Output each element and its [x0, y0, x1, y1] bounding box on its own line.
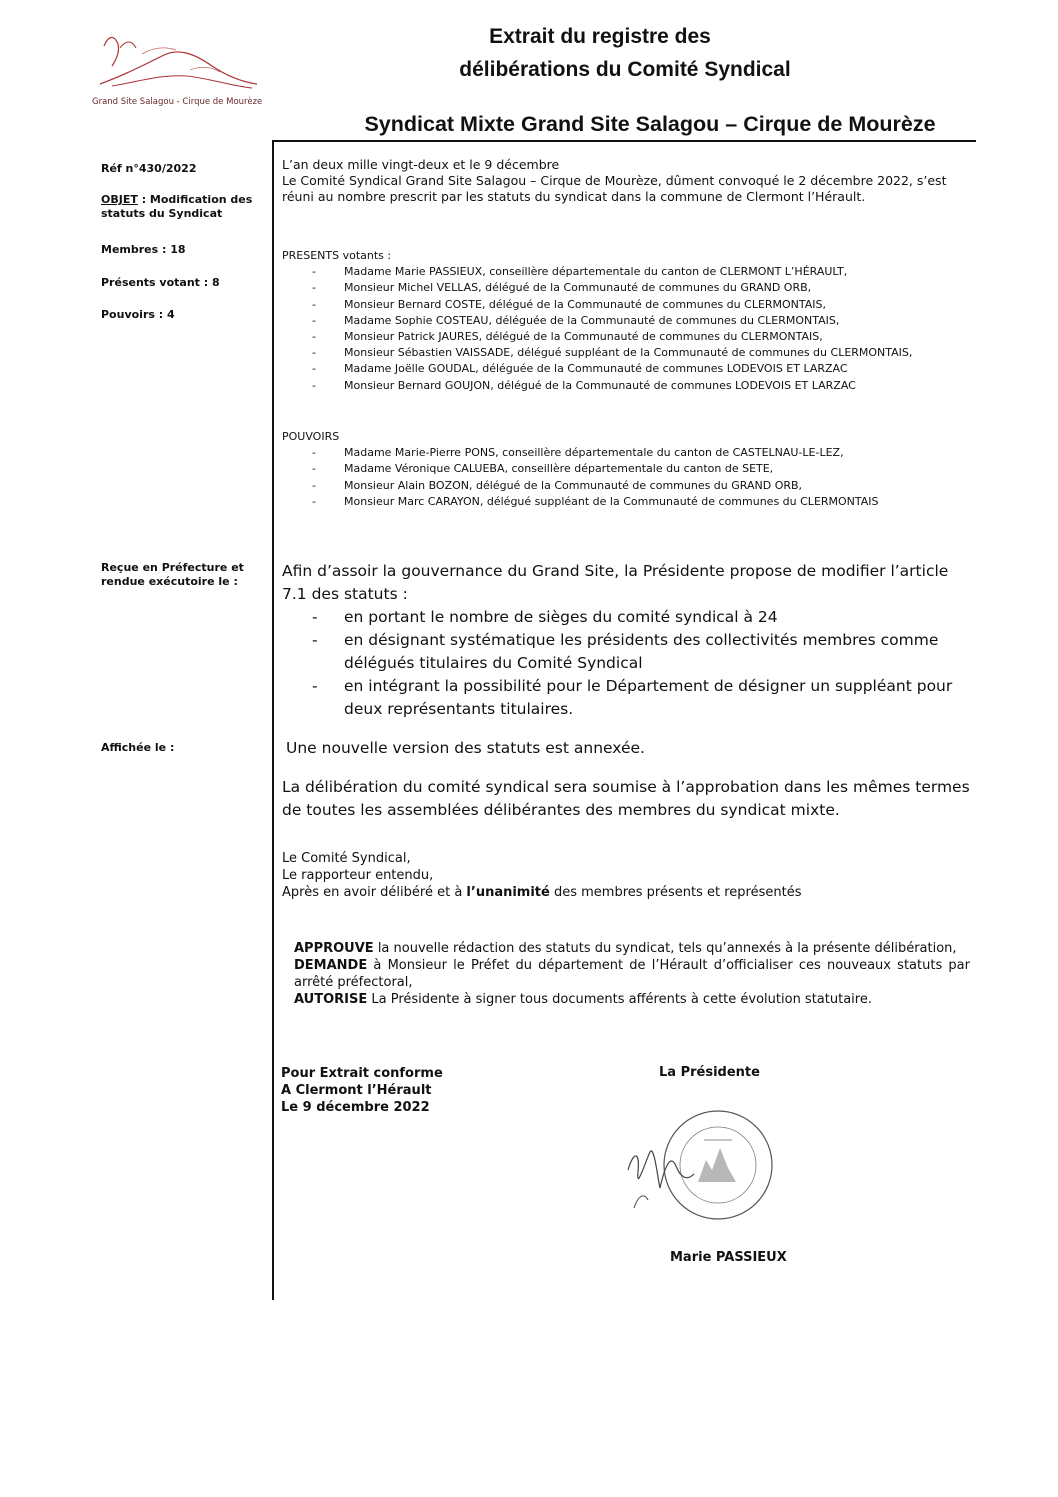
list-item: - Monsieur Michel VELLAS, délégué de la Communauté de communes du GRAND ORB,	[282, 280, 970, 296]
decision-keyword: DEMANDE	[294, 958, 368, 973]
intro-convocation: Le Comité Syndical Grand Site Salagou – Cirque de Mourèze, dûment convoqué le 2 décembre 2022, s’est réuni au nombre prescrit par les statuts du syndicat dans la commune de Clermont l’Hérault.	[282, 173, 947, 204]
decision-keyword: AUTORISE	[294, 992, 368, 1007]
proposal-list	[282, 606, 970, 721]
decision-approuve	[294, 940, 970, 957]
list-item: - Monsieur Marc CARAYON, délégué suppléant de la Communauté de communes du CLERMONTAIS	[282, 494, 970, 510]
decision-text: La Présidente à signer tous documents afférents à cette évolution statutaire.	[367, 992, 872, 1007]
president-title: La Présidente	[659, 1065, 760, 1080]
decision-autorise	[294, 991, 970, 1008]
comite-line-2: Le rapporteur entendu,	[282, 868, 434, 883]
decision-text: la nouvelle rédaction des statuts du syndicat, tels qu’annexés à la présente délibération,	[373, 941, 957, 956]
pouvoirs-section	[282, 429, 970, 510]
pouvoirs-count: Pouvoirs : 4	[101, 308, 175, 321]
comite-line-1: Le Comité Syndical,	[282, 851, 411, 866]
list-item: - Monsieur Patrick JAURES, délégué de la Communauté de communes du CLERMONTAIS,	[282, 329, 970, 345]
proposal	[282, 560, 970, 721]
logo-graphic	[92, 26, 262, 96]
title-line-3: Syndicat Mixte Grand Site Salagou – Cirque de Mourèze	[364, 112, 936, 136]
presents-heading: PRESENTS votants :	[282, 249, 392, 262]
extract-line-3: Le 9 décembre 2022	[281, 1100, 430, 1115]
objet-label: OBJET	[101, 193, 138, 206]
title-line-1: Extrait du registre des	[489, 25, 711, 48]
decision-text: à Monsieur le Préfet du département de l’Hérault d’officialiser ces nouveaux statuts par arrêté préfectoral,	[294, 958, 970, 990]
list-item: - Madame Marie PASSIEUX, conseillère départementale du canton de CLERMONT L’HÉRAULT,	[282, 264, 970, 280]
approbation-note: La délibération du comité syndical sera soumise à l’approbation dans les mêmes termes de toutes les assemblées délibérantes des membres du syndicat mixte.	[282, 778, 970, 819]
list-item: - en intégrant la possibilité pour le Département de désigner un suppléant pour deux représentants titulaires.	[282, 675, 970, 721]
extract-conform-block	[281, 1065, 581, 1116]
decisions	[294, 940, 970, 1008]
logo-caption: Grand Site Salagou - Cirque de Mourèze	[92, 97, 263, 107]
objet-text: : Modification des statuts du Syndicat	[101, 193, 253, 220]
affichee-le: Affichée le :	[101, 741, 175, 754]
list-item: - en portant le nombre de sièges du comité syndical à 24	[282, 606, 970, 629]
annex-note: Une nouvelle version des statuts est annexée.	[286, 739, 645, 757]
objet	[101, 193, 271, 221]
column-divider	[272, 140, 274, 1300]
presents-section	[282, 248, 970, 394]
signatory-name: Marie PASSIEUX	[670, 1250, 787, 1265]
list-item: - Madame Joëlle GOUDAL, déléguée de la Communauté de communes LODEVOIS ET LARZAC	[282, 361, 970, 377]
recue-prefecture: Reçue en Préfecture et rendue exécutoire le :	[101, 561, 244, 588]
extract-line-1: Pour Extrait conforme	[281, 1066, 443, 1081]
list-item: - Madame Sophie COSTEAU, déléguée de la Communauté de communes du CLERMONTAIS,	[282, 313, 970, 329]
list-item: - Madame Marie-Pierre PONS, conseillère départementale du canton de CASTELNAU-LE-LEZ,	[282, 445, 970, 461]
list-item: - Monsieur Alain BOZON, délégué de la Communauté de communes du GRAND ORB,	[282, 478, 970, 494]
presents-list	[282, 264, 970, 394]
pouvoirs-list	[282, 445, 970, 510]
extract-line-2: A Clermont l’Hérault	[281, 1083, 432, 1098]
official-stamp-and-signature	[620, 1100, 790, 1240]
list-item: - en désignant systématique les présidents des collectivités membres comme délégués titulaires du Comité Syndical	[282, 629, 970, 675]
list-item: - Monsieur Bernard COSTE, délégué de la Communauté de communes du CLERMONTAIS,	[282, 297, 970, 313]
list-item: - Madame Véronique CALUEBA, conseillère départementale du canton de SETE,	[282, 461, 970, 477]
title-line-2: délibérations du Comité Syndical	[459, 58, 791, 81]
intro-date: L’an deux mille vingt-deux et le 9 décembre	[282, 157, 560, 172]
decision-demande	[294, 957, 970, 991]
intro	[282, 157, 970, 205]
pouvoirs-heading: POUVOIRS	[282, 430, 340, 443]
list-item: - Monsieur Sébastien VAISSADE, délégué suppléant de la Communauté de communes du CLERMONTAIS,	[282, 345, 970, 361]
header-rule	[272, 140, 976, 142]
presents-count: Présents votant : 8	[101, 276, 220, 289]
decision-keyword: APPROUVE	[294, 941, 374, 956]
list-item: - Monsieur Bernard GOUJON, délégué de la Communauté de communes LODEVOIS ET LARZAC	[282, 378, 970, 394]
comite-statement	[282, 850, 970, 901]
unanimite: l’unanimité	[466, 885, 550, 900]
membres-count: Membres : 18	[101, 243, 186, 256]
proposal-intro: Afin d’assoir la gouvernance du Grand Site, la Présidente propose de modifier l’article 7.1 des statuts :	[282, 562, 949, 603]
comite-line-3-post: des membres présents et représentés	[549, 885, 802, 900]
stamp-icon	[620, 1100, 790, 1240]
comite-line-3	[282, 884, 970, 901]
ref-number: Réf n°430/2022	[101, 162, 197, 175]
comite-line-3-pre: Après en avoir délibéré et à	[282, 885, 467, 900]
